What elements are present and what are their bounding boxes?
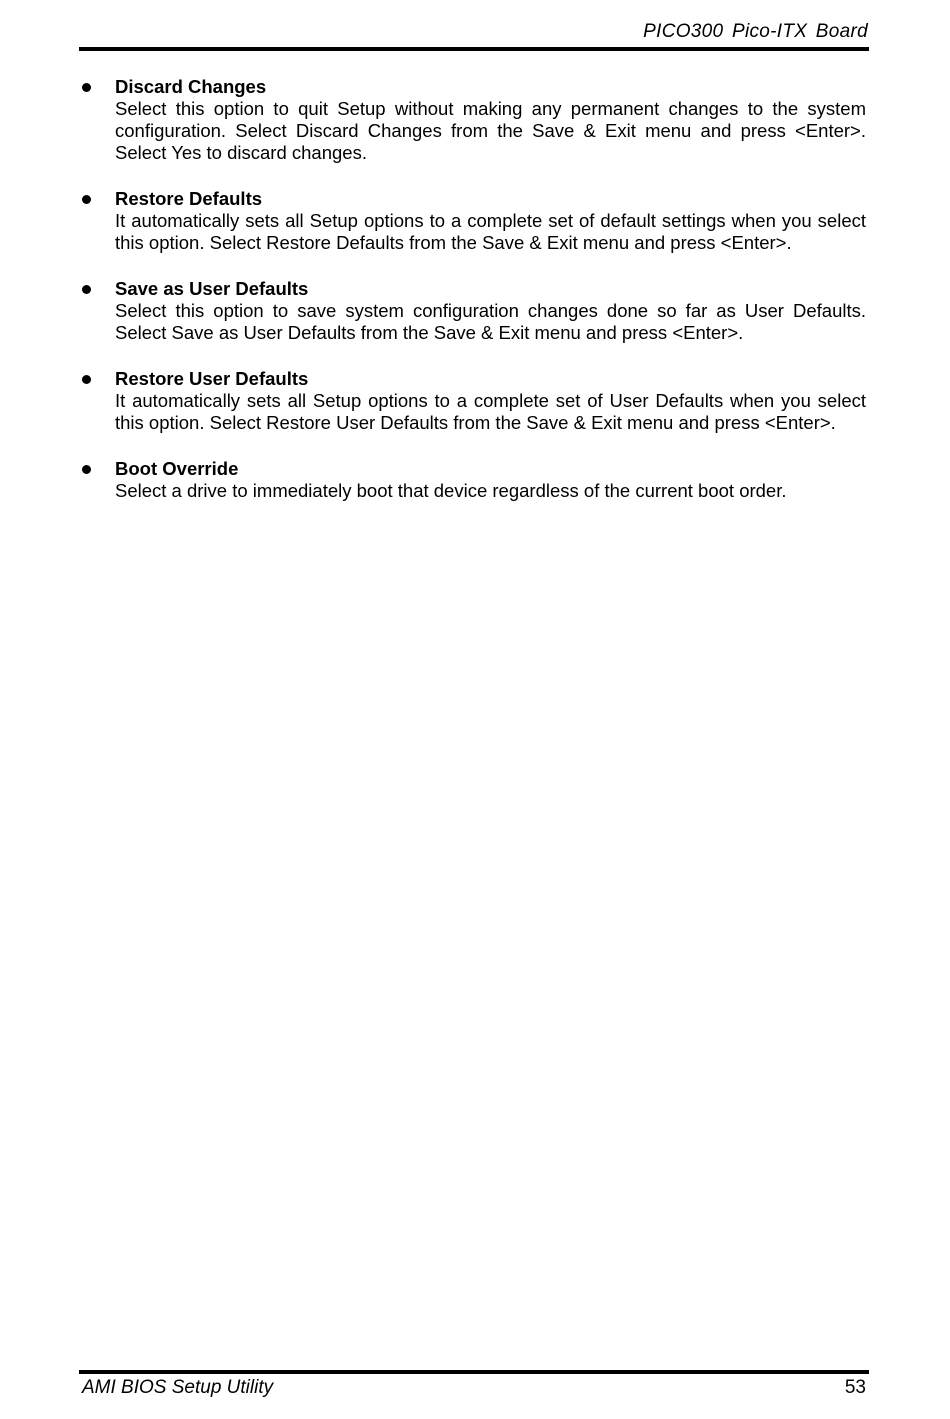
bullet-list [79, 76, 869, 526]
list-item-boot-override [79, 458, 869, 502]
item-description: Select a drive to immediately boot that device regardless of the current boot order. [115, 480, 787, 501]
item-title: Discard Changes [115, 76, 267, 97]
bullet-icon [82, 195, 91, 204]
list-item-discard-changes [79, 76, 869, 164]
bullet-icon [82, 285, 91, 294]
item-description: It automatically sets all Setup options to a complete set of default settings when you select this option. Select Restore Defaults from the Save & Exit menu and press <Enter>. [115, 210, 866, 253]
list-item-restore-defaults [79, 188, 869, 254]
bullet-icon [82, 83, 91, 92]
list-item-save-as-user-defaults [79, 278, 869, 344]
page-number: 53 [844, 1377, 866, 1398]
list-item-restore-user-defaults [79, 368, 869, 434]
page-header-title: PICO300 Pico-ITX Board [643, 21, 868, 42]
bullet-icon [82, 375, 91, 384]
footer-section-title: AMI BIOS Setup Utility [82, 1377, 274, 1398]
item-title: Save as User Defaults [115, 278, 309, 299]
header-divider [79, 47, 869, 51]
bullet-icon [82, 465, 91, 474]
item-title: Restore User Defaults [115, 368, 309, 389]
item-title: Boot Override [115, 458, 239, 479]
item-description: Select this option to save system configuration changes done so far as User Defaults. Select Save as User Defaults from the Save & Exit menu and press <Enter>. [115, 300, 866, 343]
footer-divider [79, 1370, 869, 1374]
item-title: Restore Defaults [115, 188, 263, 209]
item-description: Select this option to quit Setup without making any permanent changes to the system configuration. Select Discard Changes from the Save & Exit menu and press <Enter>. Select Yes to discard changes. [115, 98, 866, 163]
item-description: It automatically sets all Setup options to a complete set of User Defaults when you select this option. Select Restore User Defaults from the Save & Exit menu and press <Enter>. [115, 390, 866, 433]
